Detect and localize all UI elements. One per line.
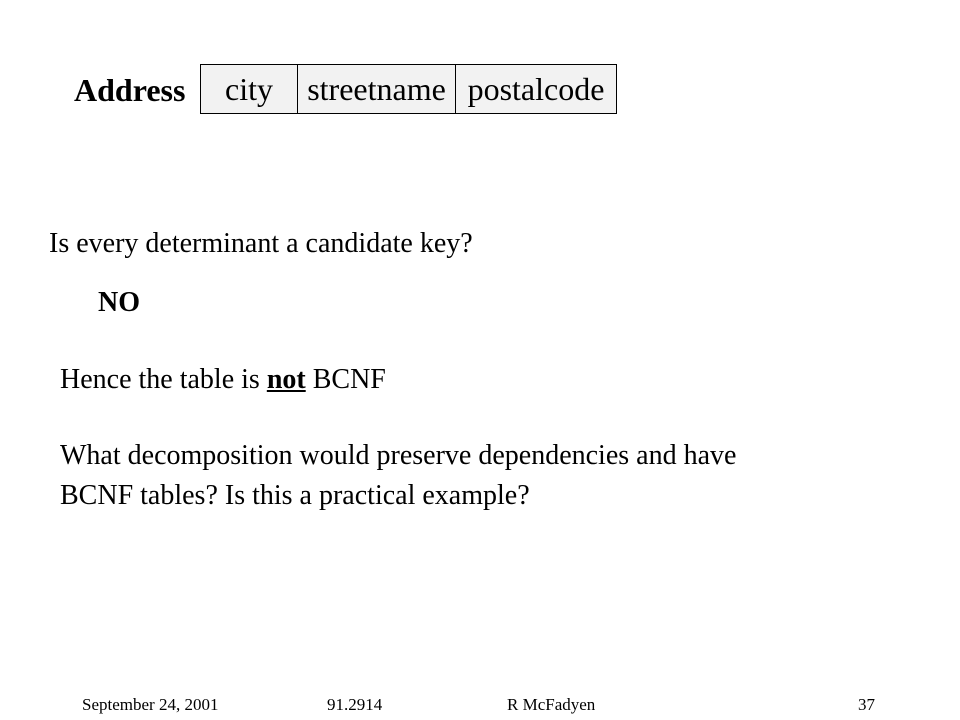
followup-question bbox=[60, 436, 736, 516]
slide-footer bbox=[0, 690, 960, 720]
answer-text: NO bbox=[98, 287, 140, 318]
attribute-cell-streetname: streetname bbox=[298, 65, 456, 113]
conclusion-text bbox=[60, 360, 386, 400]
question-text: Is every determinant a candidate key? bbox=[49, 228, 473, 259]
footer-author: R McFadyen bbox=[507, 695, 596, 714]
relation-name: Address bbox=[74, 72, 186, 108]
conclusion-before: Hence the table is bbox=[60, 364, 267, 395]
attribute-cell-city: city bbox=[201, 65, 298, 113]
footer-page-number: 37 bbox=[858, 695, 875, 714]
conclusion-emphasis: not bbox=[266, 364, 306, 395]
relation-schema-table bbox=[200, 64, 617, 114]
attribute-cell-postalcode: postalcode bbox=[467, 71, 605, 107]
footer-course-code: 91.2914 bbox=[327, 695, 383, 714]
followup-line-1: What decomposition would preserve dependencies and have bbox=[60, 440, 737, 471]
followup-line-2: BCNF tables? Is this a practical example? bbox=[60, 480, 530, 511]
footer-date: September 24, 2001 bbox=[82, 695, 219, 714]
conclusion-after: BCNF bbox=[305, 364, 386, 395]
